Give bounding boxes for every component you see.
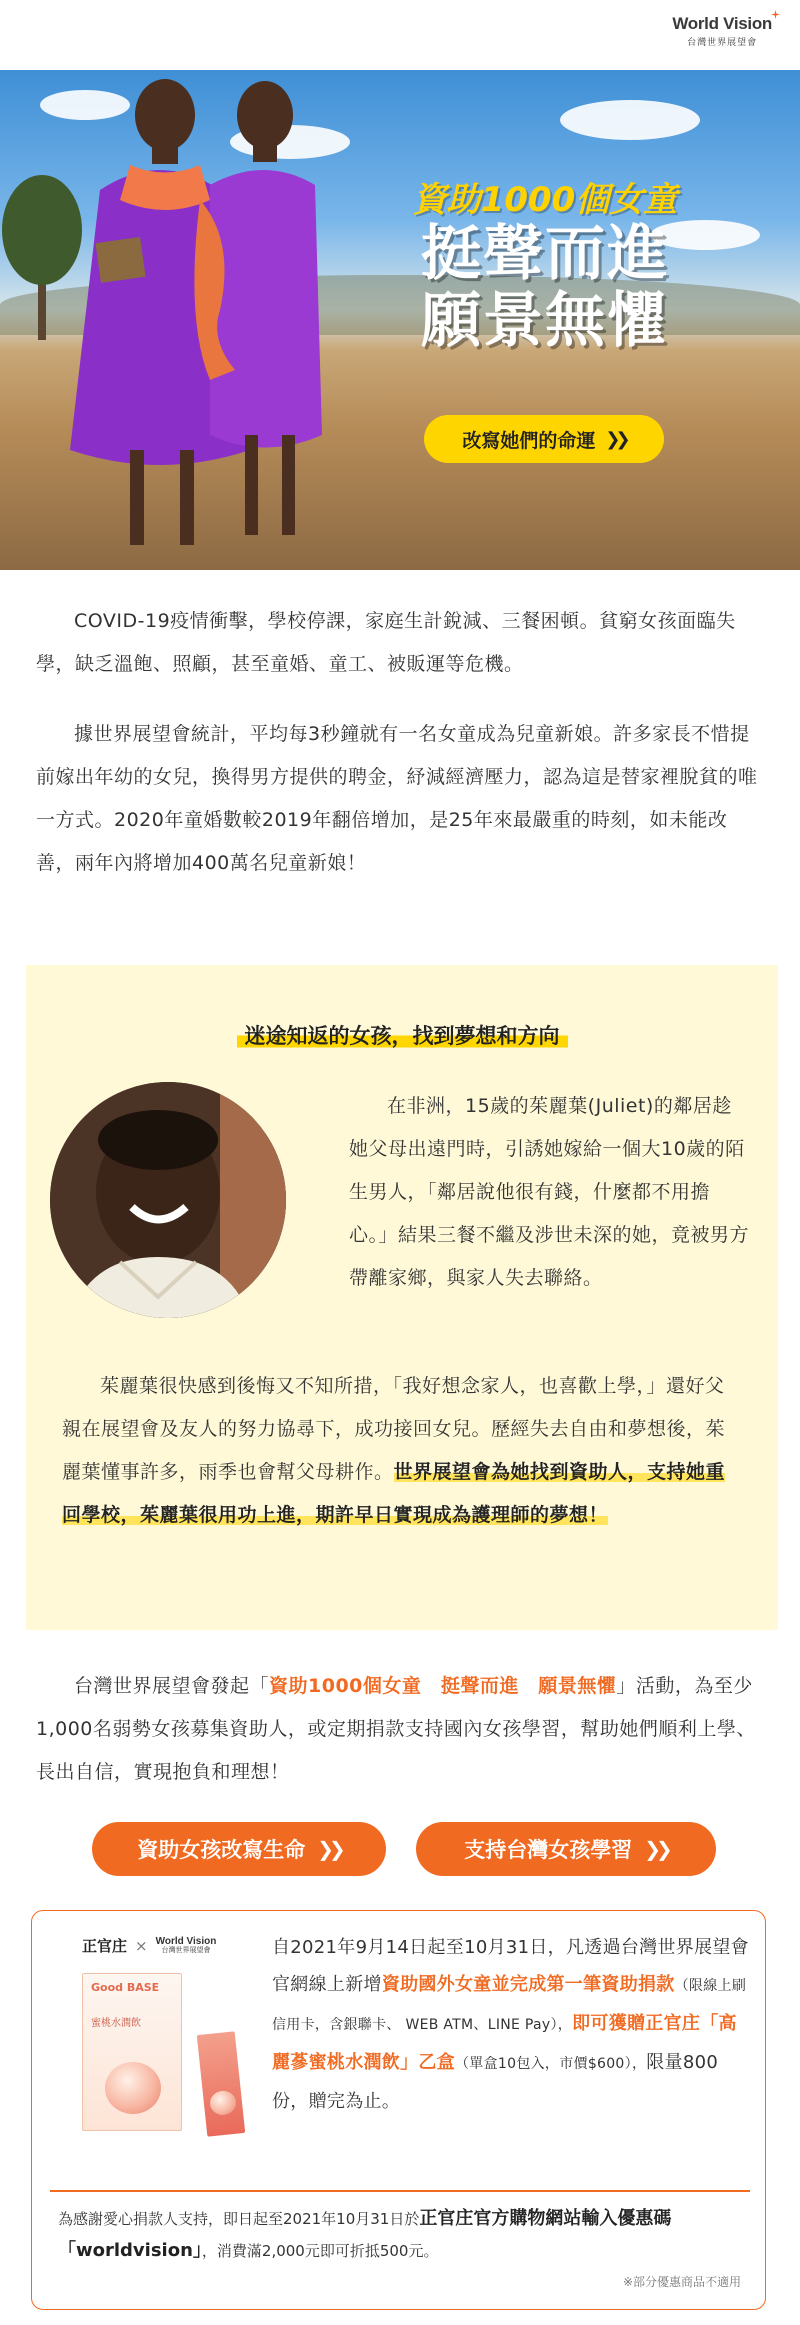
logo-subtitle: 台灣世界展望會: [687, 38, 758, 48]
promo-footnote: [58, 2203, 748, 2267]
cloud-decoration: [560, 100, 700, 140]
intro-paragraph-1: COVID-19疫情衝擊，學校停課，家庭生計銳減、三餐困頓。貧窮女孩面臨失學，缺乏溫飽、照顧，甚至童婚、童工、被販運等危機。: [36, 610, 736, 675]
hero-title: [380, 172, 710, 355]
promo-foot-b: 正官庄官方購物網站輸入優惠碼「worldvision」: [58, 2208, 672, 2261]
campaign-prefix: 台灣世界展望會發起「: [74, 1675, 270, 1697]
promo-text-c: （限線上刷信用卡，含銀聯卡、 WEB ATM、LINE Pay），: [272, 1978, 747, 2033]
logo-star-icon: [771, 10, 780, 19]
double-chevron-right-icon: ❯❯: [644, 1837, 668, 1861]
cta-row: [0, 1822, 800, 1878]
hero-button-label: 改寫她們的命運: [462, 429, 596, 452]
intro-paragraph-2: 據世界展望會統計，平均每3秒鐘就有一名女童成為兒童新娘。許多家長不惜提前嫁出年幼的女兒，換得男方提供的聘金，紓減經濟壓力，認為這是替家裡脫貧的唯一方式。2020年童婚數較2019年翻倍增加，是25年來最嚴重的時刻，如未能改善，兩年內將增加400萬名兒童新娘！: [36, 723, 758, 874]
product-box: [82, 1973, 182, 2131]
hero-title-line2: 挺聲而進: [421, 219, 669, 289]
promo-foot-a: 為感謝愛心捐款人支持，即日起至2021年10月31日於: [58, 2210, 420, 2228]
promo-box: [31, 1910, 766, 2310]
brand-cheong-kwan-jang: 正官庄: [82, 1937, 128, 1955]
campaign-name: 資助1000個女童 挺聲而進 願景無懼: [269, 1675, 617, 1697]
sponsor-girls-label: 資助女孩改寫生命: [137, 1838, 306, 1862]
product-box-name: 蜜桃水潤飲: [91, 2018, 141, 2029]
header: [0, 0, 800, 70]
double-chevron-right-icon: ❯❯: [605, 428, 626, 450]
story-paragraph-2: [62, 1365, 742, 1537]
promo-text-a: 自2021年9月14日起至10月31日，凡透過台灣世界展望會官網線上新增: [272, 1937, 749, 1995]
sponsor-girls-button[interactable]: [92, 1822, 386, 1876]
story-section: [26, 965, 778, 1630]
promo-text-d: 即可獲贈正官庄「高麗蔘蜜桃水潤飲」乙盒: [272, 2013, 737, 2073]
hero-title-line3: 願景無懼: [421, 286, 669, 357]
promo-description: [272, 1929, 752, 2120]
promo-disclaimer: ※部分優惠商品不適用: [622, 2275, 741, 2289]
story-paragraph-1: 在非洲，15歲的茱麗葉(Juliet)的鄰居趁她父母出遠門時，引誘她嫁給一個大10歲的陌生男人，「鄰居說他很有錢，什麼都不用擔心。」結果三餐不繼及涉世未深的她，竟被男方帶離家鄉，與家人失去聯絡。: [349, 1095, 750, 1289]
promo-text-f: 限量800份，贈完為止。: [272, 2052, 719, 2112]
girls-photo-illustration: [60, 70, 330, 570]
promo-divider: [50, 2190, 750, 2192]
story-highlight: 世界展望會為她找到資助人，支持她重回學校，茱麗葉很用功上進，期許早日實現成為護理師的夢想！: [62, 1461, 726, 1526]
story-title: [26, 1020, 778, 1050]
story-paragraph-2-text: 茱麗葉很快感到後悔又不知所措，「我好想念家人，也喜歡上學，」還好父親在展望會及友人的努力協尋下，成功接回女兒。歷經失去自由和夢想後，茱麗葉懂事許多，雨季也會幫父母耕作。: [62, 1375, 726, 1483]
mini-world-vision-logo: [156, 1937, 217, 1955]
juliet-portrait: [50, 1082, 286, 1318]
promo-foot-c: ，消費滿2,000元即可折抵500元。: [201, 2242, 439, 2260]
product-stick-pack: [197, 2031, 245, 2136]
mini-logo-text: World Vision: [155, 1935, 217, 1947]
promo-brand-row: [82, 1935, 216, 1956]
peach-drink-product-image: [82, 1973, 272, 2133]
campaign-suffix: 」活動，為至少1,000名弱勢女孩募集資助人，或定期捐款支持國內女孩學習，幫助她們順利上學、長出自信，實現抱負和理想！: [36, 1675, 756, 1783]
promo-text-e: （單盒10包入，市價$600），: [455, 2056, 647, 2072]
logo-wordmark: World Vision: [672, 14, 772, 33]
world-vision-logo[interactable]: [672, 14, 772, 48]
support-taiwan-girls-label: 支持台灣女孩學習: [464, 1838, 633, 1862]
hero-banner[interactable]: [0, 70, 800, 570]
hero-title-line1: 資助1000個女童: [412, 180, 678, 220]
mini-logo-sub: 台灣世界展望會: [161, 1947, 211, 1955]
brand-separator: ×: [135, 1936, 148, 1955]
change-their-fate-button[interactable]: [424, 415, 664, 463]
support-taiwan-girls-button[interactable]: [416, 1822, 716, 1876]
peach-icon: [105, 2062, 161, 2114]
campaign-paragraph: [36, 1665, 764, 1794]
product-box-brand: Good BASE: [91, 1981, 160, 1994]
story-title-text: 迷途知返的女孩，找到夢想和方向: [237, 1024, 568, 1050]
double-chevron-right-icon: ❯❯: [317, 1837, 341, 1861]
peach-icon: [209, 2090, 237, 2117]
promo-text-b: 資助國外女童並完成第一筆資助捐款: [381, 1974, 675, 1995]
juliet-portrait-illustration: [50, 1082, 286, 1318]
